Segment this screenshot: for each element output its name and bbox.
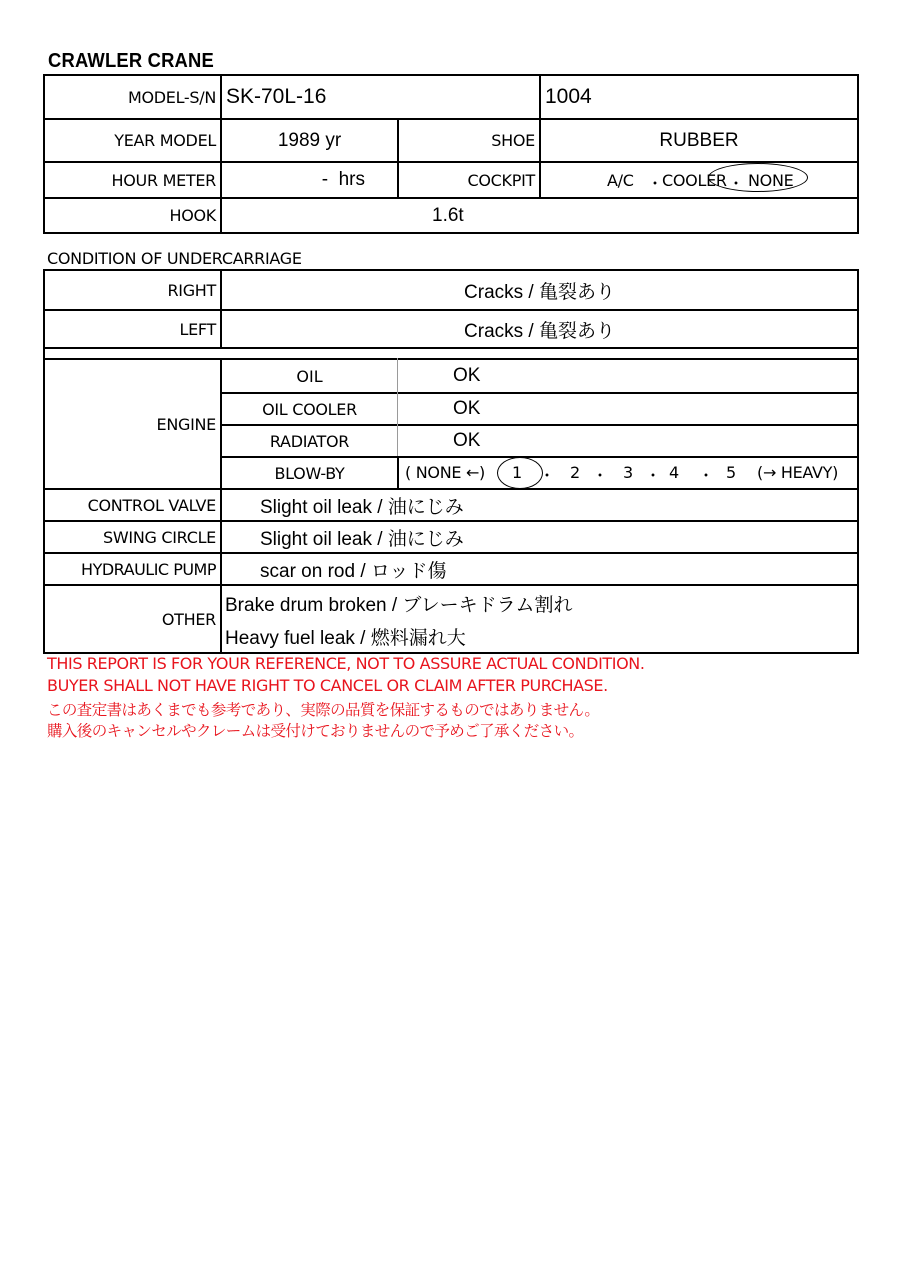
hydraulic-pump-value: scar on rod / ロッド傷 [260, 560, 447, 582]
cockpit-option-cooler: COOLER [662, 171, 727, 190]
notice-line-1: THIS REPORT IS FOR YOUR REFERENCE, NOT TO ASSURE ACTUAL CONDITION. [47, 654, 645, 673]
undercarriage-heading: CONDITION OF UNDERCARRIAGE [47, 249, 302, 268]
oil-cooler-label: OIL COOLER [262, 399, 357, 419]
model-value: SK-70L-16 [226, 85, 327, 108]
hook-value: 1.6t [432, 204, 464, 226]
other-value-2: Heavy fuel leak / 燃料漏れ大 [225, 628, 466, 649]
serial-value: 1004 [545, 85, 592, 108]
engine-label: ENGINE [156, 414, 216, 434]
other-label: OTHER [161, 609, 216, 629]
hour-meter-label: HOUR METER [111, 170, 216, 190]
oil-label: OIL [296, 366, 323, 386]
cockpit-label: COCKPIT [467, 170, 535, 190]
hook-label: HOOK [169, 206, 216, 225]
radiator-label: RADIATOR [269, 431, 350, 451]
cockpit-separator: ・ [647, 174, 663, 193]
cockpit-options [541, 163, 857, 197]
notice-line-4: 購入後のキャンセルやクレームは受付けておりませんので予めご了承ください。 [47, 722, 584, 740]
shoe-value: RUBBER [659, 129, 739, 151]
oil-cooler-value: OK [453, 398, 481, 419]
hours-value: - hrs [321, 169, 365, 190]
undercarriage-right-label: RIGHT [167, 280, 216, 300]
blowby-label: BLOW-BY [274, 463, 345, 483]
blowby-separator: ・ [592, 466, 609, 485]
year-value: 1989 yr [277, 129, 342, 151]
swing-circle-value: Slight oil leak / 油にじみ [260, 528, 464, 550]
notice-line-3: この査定書はあくまでも参考であり、実際の品質を保証するものではありません。 [47, 701, 600, 719]
undercarriage-left-label: LEFT [179, 319, 216, 339]
cockpit-selected-circle [708, 163, 808, 192]
blowby-scale-end: (→ HEAVY) [757, 463, 839, 482]
hydraulic-pump-label: HYDRAULIC PUMP [81, 559, 216, 579]
other-value-1: Brake drum broken / ブレーキドラム割れ [225, 594, 573, 616]
undercarriage-right-value: Cracks / 亀裂あり [464, 281, 615, 303]
notice-line-2: BUYER SHALL NOT HAVE RIGHT TO CANCEL OR CLAIM AFTER PURCHASE. [47, 676, 608, 695]
control-valve-label: CONTROL VALVE [87, 495, 216, 515]
blowby-scale [399, 458, 857, 488]
undercarriage-left-value: Cracks / 亀裂あり [464, 320, 615, 342]
swing-circle-label: SWING CIRCLE [103, 527, 216, 547]
document-title: CRAWLER CRANE [48, 50, 214, 72]
radiator-value: OK [453, 430, 481, 451]
shoe-label: SHOE [491, 131, 535, 150]
year-model-label: YEAR MODEL [114, 131, 216, 150]
blowby-level-3: 3 [623, 463, 634, 482]
blowby-selected-circle [497, 457, 543, 489]
blowby-level-1: 1 [512, 463, 523, 482]
blowby-level-4: 4 [669, 463, 680, 482]
control-valve-value: Slight oil leak / 油にじみ [260, 496, 464, 518]
blowby-separator: ・ [698, 466, 715, 485]
blowby-scale-start: ( NONE ←) [405, 463, 486, 482]
oil-value: OK [453, 365, 481, 386]
blowby-level-5: 5 [726, 463, 737, 482]
blowby-level-2: 2 [570, 463, 581, 482]
blowby-separator: ・ [645, 466, 662, 485]
cockpit-separator: ・ [728, 174, 744, 193]
cockpit-option-none: NONE [748, 171, 794, 190]
cockpit-option-ac: A/C [607, 171, 634, 190]
model-sn-label: MODEL-S/N [127, 87, 216, 107]
blowby-separator: ・ [539, 466, 556, 485]
